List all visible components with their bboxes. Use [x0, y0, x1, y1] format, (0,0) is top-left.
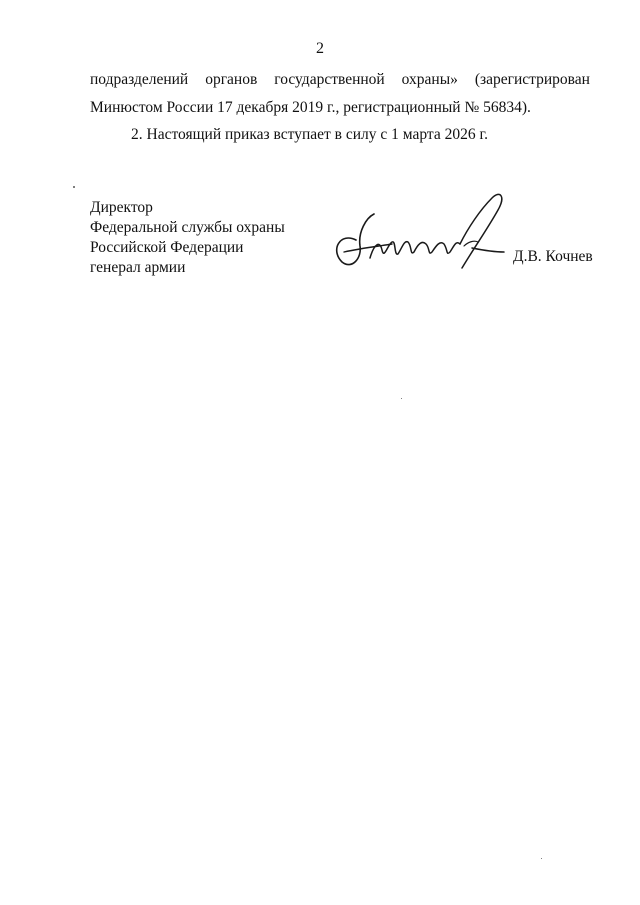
signatory-title-line: Директор [90, 199, 153, 216]
body-word: подразделений [90, 71, 189, 88]
body-line-1 [90, 70, 590, 90]
signatory-title-block [90, 198, 285, 278]
signatory-title-line: генерал армии [90, 259, 186, 276]
body-word: охраны» [401, 71, 458, 88]
signatory-title-line: Российской Федерации [90, 239, 244, 256]
body-word: государственной [274, 71, 385, 88]
scan-speck [73, 186, 75, 188]
signatory-title-line: Федеральной службы охраны [90, 219, 285, 236]
scan-speck [541, 858, 542, 859]
body-word: (зарегистрирован [474, 71, 590, 88]
body-paragraph-2: 2. Настоящий приказ вступает в силу с 1 марта 2026 г. [131, 126, 488, 143]
body-word: органов [205, 71, 258, 88]
body-line-2: Минюстом России 17 декабря 2019 г., регистрационный № 56834). [90, 99, 531, 116]
signer-name: Д.В. Кочнев [513, 248, 593, 265]
scan-speck [401, 398, 402, 399]
page-number: 2 [316, 40, 324, 57]
handwritten-signature [322, 188, 522, 278]
